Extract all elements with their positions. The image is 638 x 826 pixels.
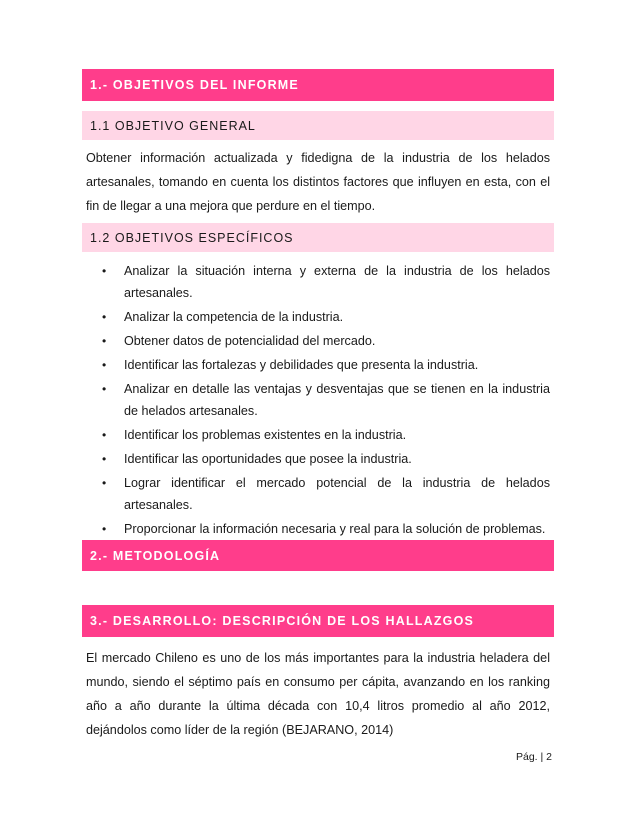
section-heading-metodologia [82,540,554,571]
list-item: • Identificar las fortalezas y debilidades que presenta la industria. [86,354,550,376]
list-item: • Identificar los problemas existentes en la industria. [86,424,550,446]
section-heading-desarrollo [82,605,554,637]
bullet-icon: • [102,428,107,442]
objetivos-especificos-list [86,260,550,542]
list-item: • Identificar las oportunidades que posee la industria. [86,448,550,470]
subsection-heading-objetivo-general [82,111,554,140]
list-item: • Analizar la competencia de la industria. [86,306,550,328]
list-item: • Proporcionar la información necesaria y real para la solución de problemas. [86,518,550,540]
section-heading-objetivos [82,69,554,101]
paragraph-desarrollo: El mercado Chileno es uno de los más importantes para la industria heladera del mundo, siendo el séptimo país en consumo per cápita, avanzando en los ranking año a año durante la última década con 10,4 litros promedio al año 2012, dejándolos como líder de la región (BEJARANO, 2014) [86,651,550,737]
page-number: Pág. | 2 [515,751,552,763]
bullet-icon: • [102,522,107,536]
bullet-icon: • [102,358,107,372]
section-heading-text: 1.- OBJETIVOS DEL INFORME [90,78,299,92]
section-heading-text: 3.- DESARROLLO: DESCRIPCIÓN DE LOS HALLAZGOS [90,614,475,628]
paragraph-objetivo-general: Obtener información actualizada y fidedigna de la industria de los helados artesanales, tomando en cuenta los distintos factores que influyen en esta, con el fin de llegar a una mejora que perdure en el tiempo. [86,151,550,213]
bullet-icon: • [102,334,107,348]
bullet-icon: • [102,264,107,278]
list-item: • Lograr identificar el mercado potencial de la industria de helados artesanales. [86,472,550,516]
subsection-heading-objetivos-especificos [82,223,554,252]
list-item: • Analizar en detalle las ventajas y desventajas que se tienen en la industria de helados artesanales. [86,378,550,422]
bullet-icon: • [102,382,107,396]
section-heading-text: 2.- METODOLOGÍA [90,548,221,563]
bullet-icon: • [102,476,107,490]
bullet-icon: • [102,310,107,324]
bullet-icon: • [102,452,107,466]
list-item: • Analizar la situación interna y externa de la industria de los helados artesanales. [86,260,550,304]
list-item: • Obtener datos de potencialidad del mercado. [86,330,550,352]
subsection-heading-text: 1.2 OBJETIVOS ESPECÍFICOS [90,230,294,245]
subsection-heading-text: 1.1 OBJETIVO GENERAL [90,118,256,133]
